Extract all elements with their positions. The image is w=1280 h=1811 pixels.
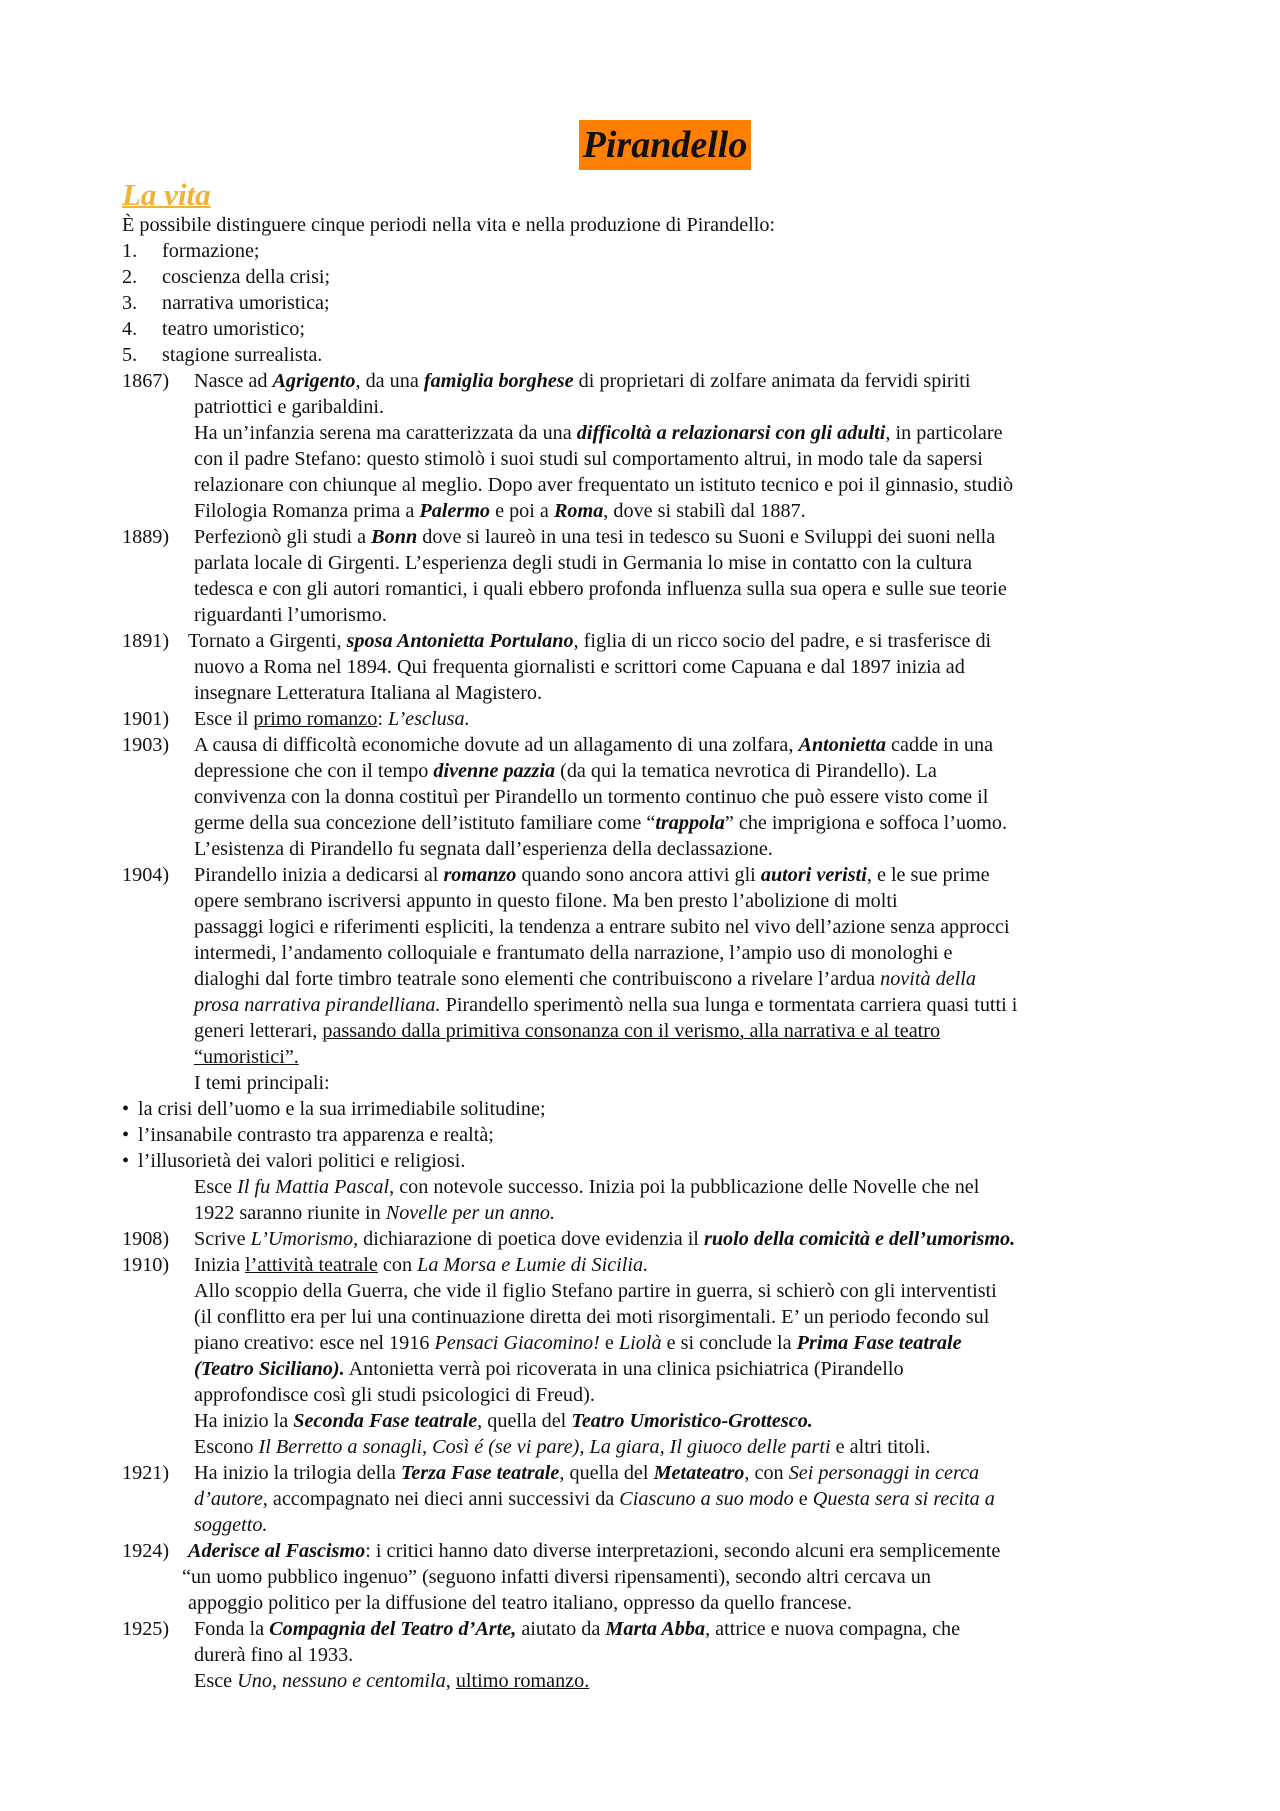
page-title: Pirandello <box>579 120 752 170</box>
year-label: 1908) <box>122 1228 170 1250</box>
bullet-icon: • <box>122 1150 130 1172</box>
year-label: 1921) <box>122 1462 170 1484</box>
year-label: 1925) <box>122 1618 170 1640</box>
section-heading: La vita <box>122 177 211 212</box>
year-label: 1889) <box>122 526 170 548</box>
list-item: 4. teatro umoristico; <box>122 318 305 340</box>
timeline-entry-1903: 1903) A causa di difficoltà economiche dovute ad un allagamento di una zolfara, Antonietta cadde in una depressione che con il tempo divenne pazzia (da qui la tematica nevrotica di Pirandello). La convivenza con la donna costituì per Pirandello un tormento continuo che può essere visto come il germe della sua concezione dell’istituto familiare come “trappola” che imprigiona e soffoca l’uomo. L’esistenza di Pirandello fu segnata dall’esperienza della declassazione. <box>122 734 1008 860</box>
themes-list <box>122 1096 1180 1174</box>
year-label: 1924) <box>122 1540 170 1562</box>
list-item: 2. coscienza della crisi; <box>122 266 331 288</box>
timeline-entry-1867: 1867) Nasce ad Agrigento, da una famiglia borghese di proprietari di zolfare animata da fervidi spiriti patriottici e garibaldini. Ha un’infanzia serena ma caratterizzata da una difficoltà a relazionarsi con gli adulti, in particolare con il padre Stefano: questo stimolò i suoi studi sul comportamento altrui, in modo tale da sapersi relazionare con chiunque al meglio. Dopo aver frequentato un istituto tecnico e poi il ginnasio, studiò Filologia Romanza prima a Palermo e poi a Roma, dove si stabilì dal 1887. <box>122 370 1014 522</box>
year-label: 1901) <box>122 708 170 730</box>
timeline-entry-1904: 1904) Pirandello inizia a dedicarsi al romanzo quando sono ancora attivi gli autori veristi, e le sue prime opere sembrano iscriversi appunto in questo filone. Ma ben presto l’abolizione di molti passaggi logici e riferimenti espliciti, la tendenza a entrare subito nel vivo dell’azione senza approcci intermedi, l’andamento colloquiale e frantumato della narrazione, l’ampio uso di monologhi e dialoghi dal forte timbro teatrale sono elementi che contribuiscono a rivelare l’ardua novità della prosa narrativa pirandelliana. Pirandello sperimentò nella sua lunga e tormentata carriera quasi tutti i generi letterari, passando dalla primitiva consonanza con il verismo, alla narrativa e al teatro “umoristici”. I temi principali: • la crisi dell’uomo e la sua irrimediabile solitudine; • l’insanabile contrasto tra apparenza e realtà; • l’illusorietà dei valori politici e religiosi. Esce Il fu Mattia Pascal, con notevole successo. Inizia poi la pubblicazione delle Novelle che nel 1922 saranno riunite in Novelle per un anno. <box>122 862 1180 1226</box>
timeline-entry-1901: 1901) Esce il primo romanzo: L’esclusa. <box>122 708 470 730</box>
document-page <box>122 120 1180 1694</box>
year-label: 1904) <box>122 864 170 886</box>
timeline-entry-1891: 1891) Tornato a Girgenti, sposa Antonietta Portulano, figlia di un ricco socio del padre, e si trasferisce di nuovo a Roma nel 1894. Qui frequenta giornalisti e scrittori come Capuana e dal 1897 inizia ad insegnare Letteratura Italiana al Magistero. <box>122 630 992 704</box>
list-item: 3. narrativa umoristica; <box>122 292 330 314</box>
list-item: • la crisi dell’uomo e la sua irrimediabile solitudine; <box>122 1098 546 1120</box>
intro-paragraph: È possibile distinguere cinque periodi nella vita e nella produzione di Pirandello: <box>122 214 776 236</box>
timeline-entry-1921: 1921) Ha inizio la trilogia della Terza Fase teatrale, quella del Metateatro, con Sei personaggi in cerca d’autore, accompagnato nei dieci anni successivi da Ciascuno a suo modo e Questa sera si recita a soggetto. <box>122 1462 995 1536</box>
list-item: 1. formazione; <box>122 240 260 262</box>
timeline-entry-1910: 1910) Inizia l’attività teatrale con La Morsa e Lumie di Sicilia. Allo scoppio della Guerra, che vide il figlio Stefano partire in guerra, si schierò con gli interventisti (il conflitto era per lui una continuazione diretta dei moti risorgimentali. E’ un periodo fecondo sul piano creativo: esce nel 1916 Pensaci Giacomino! e Liolà e si conclude la Prima Fase teatrale (Teatro Siciliano). Antonietta verrà poi ricoverata in una clinica psichiatrica (Pirandello approfondisce così gli studi psicologici di Freud). Ha inizio la Seconda Fase teatrale, quella del Teatro Umoristico-Grottesco. Escono Il Berretto a sonagli, Così é (se vi pare), La giara, Il giuoco delle parti e altri titoli. <box>122 1254 997 1458</box>
year-label: 1867) <box>122 370 170 392</box>
year-label: 1891) <box>122 630 170 652</box>
bullet-icon: • <box>122 1098 130 1120</box>
timeline-entry-1889: 1889) Perfezionò gli studi a Bonn dove si laureò in una tesi in tedesco su Suoni e Sviluppi dei suoni nella parlata locale di Girgenti. L’esperienza degli studi in Germania lo mise in contatto con la cultura tedesca e con gli autori romantici, i quali ebbero profonda influenza sulla sua opera e sulle sue teorie riguardanti l’umorismo. <box>122 526 1007 626</box>
timeline-entry-1908: 1908) Scrive L’Umorismo, dichiarazione di poetica dove evidenzia il ruolo della comicità e dell’umorismo. <box>122 1228 1016 1250</box>
year-label: 1903) <box>122 734 170 756</box>
periods-list <box>122 238 1180 368</box>
list-item: • l’illusorietà dei valori politici e religiosi. <box>122 1150 466 1172</box>
title-container <box>150 120 1180 178</box>
timeline-entry-1925: 1925) Fonda la Compagnia del Teatro d’Arte, aiutato da Marta Abba, attrice e nuova compagna, che durerà fino al 1933. Esce Uno, nessuno e centomila, ultimo romanzo. <box>122 1618 961 1692</box>
year-label: 1910) <box>122 1254 170 1276</box>
bullet-icon: • <box>122 1124 130 1146</box>
list-item: • l’insanabile contrasto tra apparenza e realtà; <box>122 1124 494 1146</box>
list-item: 5. stagione surrealista. <box>122 344 323 366</box>
timeline-entry-1924: 1924) Aderisce al Fascismo: i critici hanno dato diverse interpretazioni, secondo alcuni era semplicemente “un uomo pubblico ingenuo” (seguono infatti diversi ripensamenti), secondo altri cercava un appoggio politico per la diffusione del teatro italiano, oppresso da quello francese. <box>122 1540 1001 1614</box>
